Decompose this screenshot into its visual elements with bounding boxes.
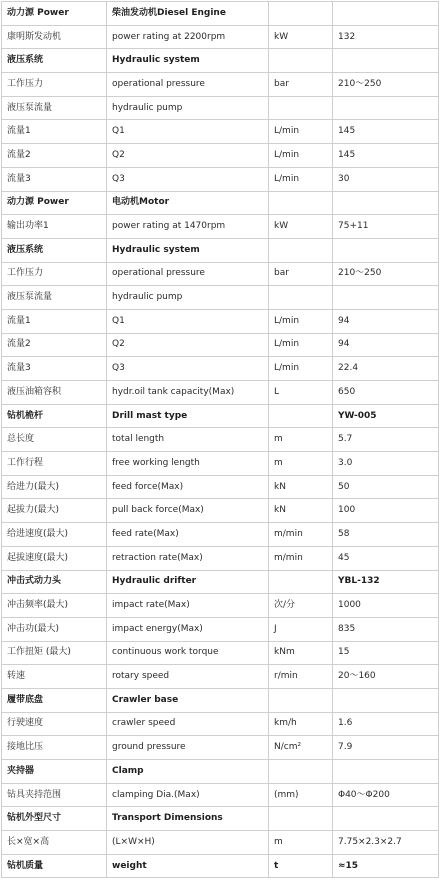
spec-value: 45	[333, 546, 439, 570]
table-row	[2, 357, 439, 381]
spec-value	[333, 286, 439, 310]
spec-value	[333, 96, 439, 120]
spec-value: 1.6	[333, 712, 439, 736]
spec-name-en: rotary speed	[107, 665, 269, 689]
spec-name-en: hydr.oil tank capacity(Max)	[107, 381, 269, 405]
spec-name-cn: 输出功率1	[2, 215, 107, 239]
spec-name-cn: 动力源 Power	[2, 191, 107, 215]
spec-name-en: Drill mast type	[107, 404, 269, 428]
spec-value: YW-005	[333, 404, 439, 428]
spec-name-en: impact rate(Max)	[107, 594, 269, 618]
spec-name-cn: 流量1	[2, 120, 107, 144]
spec-unit	[269, 807, 333, 831]
spec-value	[333, 191, 439, 215]
spec-name-en: Hydraulic drifter	[107, 570, 269, 594]
spec-unit: kN	[269, 475, 333, 499]
table-row	[2, 96, 439, 120]
table-row	[2, 309, 439, 333]
spec-name-en: Q3	[107, 357, 269, 381]
spec-name-cn: 冲击式动力头	[2, 570, 107, 594]
spec-unit: bar	[269, 262, 333, 286]
spec-unit: r/min	[269, 665, 333, 689]
spec-name-en: Q1	[107, 120, 269, 144]
spec-unit: L/min	[269, 167, 333, 191]
spec-value: 22.4	[333, 357, 439, 381]
spec-name-en: continuous work torque	[107, 641, 269, 665]
table-row	[2, 25, 439, 49]
spec-value: 7.9	[333, 736, 439, 760]
spec-value	[333, 807, 439, 831]
spec-unit: m	[269, 831, 333, 855]
table-row	[2, 499, 439, 523]
spec-name-cn: 总长度	[2, 428, 107, 452]
spec-name-en: free working length	[107, 452, 269, 476]
spec-value: 30	[333, 167, 439, 191]
spec-name-cn: 接地比压	[2, 736, 107, 760]
spec-name-en: Crawler base	[107, 688, 269, 712]
spec-unit: m/min	[269, 523, 333, 547]
spec-name-en: feed force(Max)	[107, 475, 269, 499]
spec-name-en: operational pressure	[107, 73, 269, 97]
spec-unit: J	[269, 617, 333, 641]
spec-name-en: ground pressure	[107, 736, 269, 760]
spec-name-cn: 冲击频率(最大)	[2, 594, 107, 618]
spec-unit: kW	[269, 25, 333, 49]
section-header-row	[2, 854, 439, 878]
spec-unit	[269, 570, 333, 594]
spec-name-cn: 起拔速度(最大)	[2, 546, 107, 570]
spec-name-cn: 流量2	[2, 144, 107, 168]
section-header-row	[2, 191, 439, 215]
spec-name-cn: 液压系统	[2, 238, 107, 262]
spec-name-cn: 转速	[2, 665, 107, 689]
spec-name-cn: 长×宽×高	[2, 831, 107, 855]
spec-name-en: operational pressure	[107, 262, 269, 286]
spec-value: 5.7	[333, 428, 439, 452]
table-row	[2, 73, 439, 97]
spec-value: 15	[333, 641, 439, 665]
spec-value	[333, 49, 439, 73]
spec-name-cn: 流量3	[2, 357, 107, 381]
spec-value: 145	[333, 144, 439, 168]
table-row	[2, 144, 439, 168]
table-row	[2, 475, 439, 499]
spec-value: 58	[333, 523, 439, 547]
spec-value: 100	[333, 499, 439, 523]
spec-name-cn: 起拔力(最大)	[2, 499, 107, 523]
spec-unit: kN	[269, 499, 333, 523]
spec-name-cn: 动力源 Power	[2, 2, 107, 26]
spec-value	[333, 2, 439, 26]
table-row	[2, 286, 439, 310]
table-row	[2, 452, 439, 476]
spec-value	[333, 238, 439, 262]
spec-value	[333, 760, 439, 784]
spec-name-cn: 工作行程	[2, 452, 107, 476]
table-row	[2, 783, 439, 807]
table-row	[2, 333, 439, 357]
spec-value: 94	[333, 309, 439, 333]
spec-unit	[269, 238, 333, 262]
spec-unit: (mm)	[269, 783, 333, 807]
spec-name-en: Q1	[107, 309, 269, 333]
spec-table	[1, 1, 439, 878]
spec-value: ≈15	[333, 854, 439, 878]
table-row	[2, 428, 439, 452]
spec-unit: N/cm²	[269, 736, 333, 760]
spec-unit: t	[269, 854, 333, 878]
spec-name-cn: 工作扭矩 (最大)	[2, 641, 107, 665]
spec-name-en: Q2	[107, 333, 269, 357]
spec-name-cn: 钻机外型尺寸	[2, 807, 107, 831]
spec-name-cn: 行驶速度	[2, 712, 107, 736]
table-row	[2, 546, 439, 570]
spec-name-en: 柴油发动机Diesel Engine	[107, 2, 269, 26]
spec-unit	[269, 404, 333, 428]
spec-name-cn: 康明斯发动机	[2, 25, 107, 49]
spec-unit: m/min	[269, 546, 333, 570]
spec-unit: L/min	[269, 120, 333, 144]
spec-name-en: 电动机Motor	[107, 191, 269, 215]
spec-unit	[269, 96, 333, 120]
table-row	[2, 736, 439, 760]
spec-name-en: Hydraulic system	[107, 49, 269, 73]
spec-unit	[269, 688, 333, 712]
spec-name-en: crawler speed	[107, 712, 269, 736]
spec-value: 75+11	[333, 215, 439, 239]
spec-value	[333, 688, 439, 712]
table-row	[2, 617, 439, 641]
table-row	[2, 641, 439, 665]
table-row	[2, 712, 439, 736]
spec-name-cn: 冲击功(最大)	[2, 617, 107, 641]
section-header-row	[2, 807, 439, 831]
spec-name-cn: 钻机桅杆	[2, 404, 107, 428]
section-header-row	[2, 2, 439, 26]
spec-name-en: clamping Dia.(Max)	[107, 783, 269, 807]
spec-name-en: Q3	[107, 167, 269, 191]
spec-name-en: weight	[107, 854, 269, 878]
spec-value: 650	[333, 381, 439, 405]
spec-unit	[269, 2, 333, 26]
spec-name-en: power rating at 1470rpm	[107, 215, 269, 239]
spec-table-body	[2, 2, 439, 878]
spec-value: 210～250	[333, 73, 439, 97]
spec-name-cn: 流量1	[2, 309, 107, 333]
spec-name-cn: 液压泵流量	[2, 286, 107, 310]
spec-name-cn: 液压油箱容积	[2, 381, 107, 405]
table-row	[2, 381, 439, 405]
spec-unit: L/min	[269, 357, 333, 381]
spec-value: 835	[333, 617, 439, 641]
spec-unit: m	[269, 452, 333, 476]
table-row	[2, 120, 439, 144]
section-header-row	[2, 404, 439, 428]
spec-name-en: Q2	[107, 144, 269, 168]
spec-name-en: pull back force(Max)	[107, 499, 269, 523]
section-header-row	[2, 49, 439, 73]
table-row	[2, 523, 439, 547]
table-row	[2, 665, 439, 689]
spec-name-en: Hydraulic system	[107, 238, 269, 262]
spec-value: 3.0	[333, 452, 439, 476]
spec-name-en: Transport Dimensions	[107, 807, 269, 831]
spec-unit: kNm	[269, 641, 333, 665]
spec-unit: kW	[269, 215, 333, 239]
spec-unit: L/min	[269, 144, 333, 168]
table-row	[2, 831, 439, 855]
spec-name-cn: 工作压力	[2, 262, 107, 286]
table-row	[2, 215, 439, 239]
table-row	[2, 594, 439, 618]
spec-name-en: feed rate(Max)	[107, 523, 269, 547]
spec-unit: L/min	[269, 309, 333, 333]
spec-name-en: Clamp	[107, 760, 269, 784]
spec-value: 1000	[333, 594, 439, 618]
spec-unit	[269, 286, 333, 310]
spec-name-en: total length	[107, 428, 269, 452]
spec-name-cn: 液压泵流量	[2, 96, 107, 120]
spec-value: 210～250	[333, 262, 439, 286]
spec-unit: bar	[269, 73, 333, 97]
table-row	[2, 262, 439, 286]
spec-value: YBL-132	[333, 570, 439, 594]
table-row	[2, 167, 439, 191]
spec-name-en: hydraulic pump	[107, 286, 269, 310]
spec-unit: km/h	[269, 712, 333, 736]
spec-name-en: impact energy(Max)	[107, 617, 269, 641]
spec-unit	[269, 191, 333, 215]
section-header-row	[2, 570, 439, 594]
spec-unit: m	[269, 428, 333, 452]
section-header-row	[2, 238, 439, 262]
spec-unit	[269, 49, 333, 73]
spec-name-cn: 给进速度(最大)	[2, 523, 107, 547]
spec-name-cn: 履带底盘	[2, 688, 107, 712]
spec-value: 50	[333, 475, 439, 499]
spec-value: Φ40～Φ200	[333, 783, 439, 807]
spec-name-cn: 液压系统	[2, 49, 107, 73]
spec-name-cn: 流量2	[2, 333, 107, 357]
spec-name-en: power rating at 2200rpm	[107, 25, 269, 49]
spec-name-en: (L×W×H)	[107, 831, 269, 855]
spec-value: 20～160	[333, 665, 439, 689]
spec-name-cn: 流量3	[2, 167, 107, 191]
spec-unit: L/min	[269, 333, 333, 357]
spec-name-cn: 钻具夹持范围	[2, 783, 107, 807]
spec-unit: L	[269, 381, 333, 405]
spec-name-en: retraction rate(Max)	[107, 546, 269, 570]
spec-name-cn: 钻机质量	[2, 854, 107, 878]
spec-name-cn: 工作压力	[2, 73, 107, 97]
spec-name-cn: 给进力(最大)	[2, 475, 107, 499]
spec-name-en: hydraulic pump	[107, 96, 269, 120]
spec-unit	[269, 760, 333, 784]
spec-name-cn: 夹持器	[2, 760, 107, 784]
spec-value: 132	[333, 25, 439, 49]
spec-value: 7.75×2.3×2.7	[333, 831, 439, 855]
spec-unit: 次/分	[269, 594, 333, 618]
spec-value: 145	[333, 120, 439, 144]
section-header-row	[2, 688, 439, 712]
spec-value: 94	[333, 333, 439, 357]
section-header-row	[2, 760, 439, 784]
